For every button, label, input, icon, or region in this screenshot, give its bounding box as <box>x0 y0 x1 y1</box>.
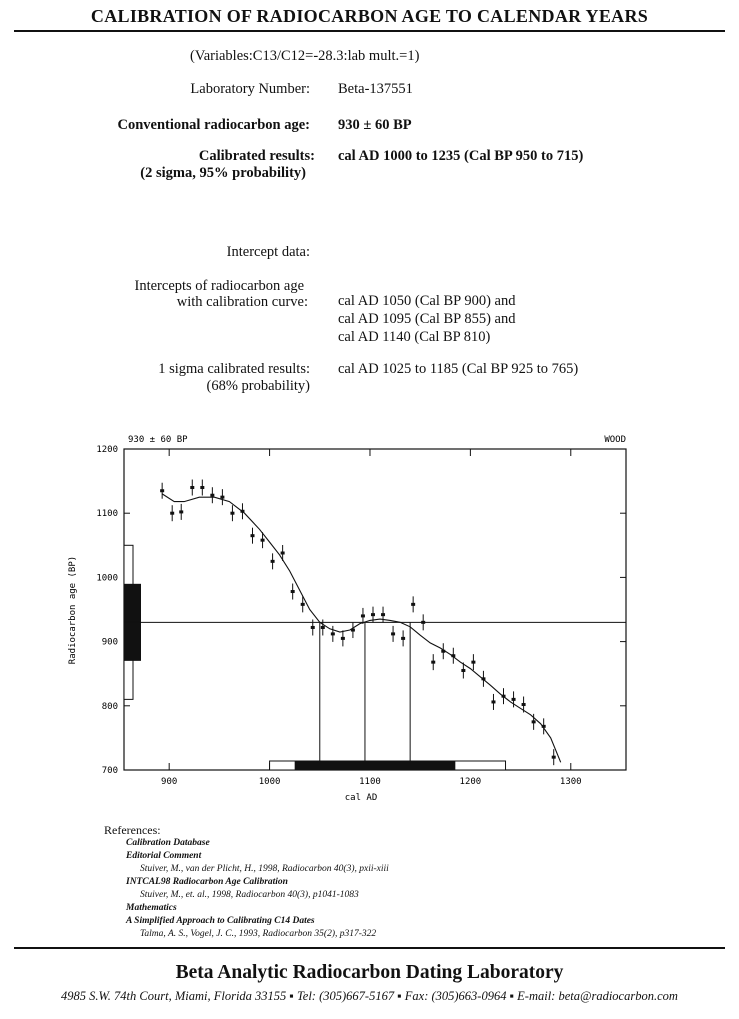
lab-number-value: Beta-137551 <box>338 81 413 97</box>
data-point <box>361 614 365 617</box>
reference-item: Editorial Comment <box>126 851 202 861</box>
lab-address: 4985 S.W. 74th Court, Miami, Florida 33155 ▪ Tel: (305)667-5167 ▪ Fax: (305)663-0964 ▪ E-mail: beta@radiocarbon.com <box>61 989 678 1003</box>
report-title: CALIBRATION OF RADIOCARBON AGE TO CALENDAR YEARS <box>90 6 649 26</box>
data-point <box>271 560 275 563</box>
data-point <box>522 703 526 706</box>
references <box>104 824 389 941</box>
intercept-line-1: cal AD 1050 (Cal BP 900) and <box>338 293 516 309</box>
data-point <box>291 590 295 593</box>
y-tick-label: 1200 <box>96 445 118 455</box>
one-sigma-label-1: 1 sigma calibrated results: <box>158 361 310 377</box>
x-tick-label: 1200 <box>459 777 482 787</box>
data-point <box>471 661 475 664</box>
data-point <box>200 486 204 489</box>
intercepts-label-1: Intercepts of radiocarbon age <box>134 278 304 294</box>
data-point <box>552 756 556 759</box>
y-tick-label: 700 <box>101 766 118 776</box>
top-rule <box>14 30 725 32</box>
data-point <box>371 613 375 616</box>
data-point <box>331 632 335 635</box>
data-point <box>532 720 536 723</box>
lab-number-label: Laboratory Number: <box>190 81 310 97</box>
one-sigma-value: cal AD 1025 to 1185 (Cal BP 925 to 765) <box>338 361 579 377</box>
y-tick-label: 1100 <box>96 509 118 520</box>
reference-citation: Stuiver, M., van der Plicht, H., 1998, Radiocarbon 40(3), pxii-xiii <box>140 864 389 874</box>
lab-name: Beta Analytic Radiocarbon Dating Laboratory <box>175 962 564 983</box>
reference-item: A Simplified Approach to Calibrating C14 Dates <box>126 916 315 926</box>
data-point <box>179 510 183 513</box>
reference-item: Mathematics <box>126 903 177 913</box>
chart-top-right-label: WOOD <box>604 435 626 445</box>
data-point <box>210 494 214 497</box>
calibrated-results-label: Calibrated results: <box>198 148 315 164</box>
conventional-age-value: 930 ± 60 BP <box>338 117 412 133</box>
data-point <box>461 669 465 672</box>
intercept-line-3: cal AD 1140 (Cal BP 810) <box>338 329 491 345</box>
data-point <box>311 626 315 629</box>
x-tick-label: 1300 <box>559 777 582 787</box>
variables-line: (Variables:C13/C12=-28.3:lab mult.=1) <box>190 48 420 64</box>
reference-citation: Stuiver, M., et. al., 1998, Radiocarbon 40(3), p1041-1083 <box>140 890 359 900</box>
chart-x-axis-label: cal AD <box>344 793 378 803</box>
bottom-rule <box>14 947 725 949</box>
references-heading: References: <box>104 823 161 837</box>
data-point <box>381 613 385 616</box>
one-sigma-label-2: (68% probability) <box>206 378 310 394</box>
data-point <box>411 603 415 606</box>
chart-y-axis-label: Radiocarbon age (BP) <box>68 555 78 665</box>
data-point <box>230 512 234 515</box>
data-point <box>160 489 164 492</box>
x-tick-label: 1100 <box>359 777 381 787</box>
reference-item: INTCAL98 Radiocarbon Age Calibration <box>126 877 288 887</box>
data-point <box>301 603 305 606</box>
intercepts-label-2: with calibration curve: <box>176 294 308 310</box>
intercept-line-2: cal AD 1095 (Cal BP 855) and <box>338 311 516 327</box>
data-point <box>431 661 435 664</box>
one-sigma-range-bar <box>295 761 456 770</box>
x-tick-label: 900 <box>161 777 178 787</box>
data-point <box>421 621 425 624</box>
x-tick-label: 1000 <box>258 777 281 787</box>
chart-plot-area <box>96 445 626 787</box>
data-point <box>341 637 345 640</box>
data-point <box>391 632 395 635</box>
data-point <box>491 700 495 703</box>
reference-citation: Talma, A. S., Vogel, J. C., 1993, Radiocarbon 35(2), p317-322 <box>140 929 377 939</box>
data-point <box>170 512 174 515</box>
calibrated-results-sublabel: (2 sigma, 95% probability) <box>140 165 306 181</box>
calibration-chart <box>0 425 739 820</box>
y-tick-label: 900 <box>101 637 118 648</box>
conventional-age-label: Conventional radiocarbon age: <box>117 117 310 133</box>
data-point <box>251 534 255 537</box>
calibrated-results-value: cal AD 1000 to 1235 (Cal BP 950 to 715) <box>338 148 584 164</box>
data-point <box>190 486 194 489</box>
data-point <box>281 552 285 555</box>
data-point <box>512 698 516 701</box>
calibration-curve <box>162 494 561 762</box>
y-tick-label: 800 <box>101 701 118 712</box>
data-point <box>220 496 224 499</box>
y-tick-label: 1000 <box>96 573 118 584</box>
data-point <box>401 637 405 640</box>
intercept-data-label: Intercept data: <box>226 244 310 260</box>
data-point <box>261 539 265 542</box>
data-point <box>321 626 325 629</box>
reference-item: Calibration Database <box>126 838 210 848</box>
chart-top-left-label: 930 ± 60 BP <box>128 435 188 445</box>
